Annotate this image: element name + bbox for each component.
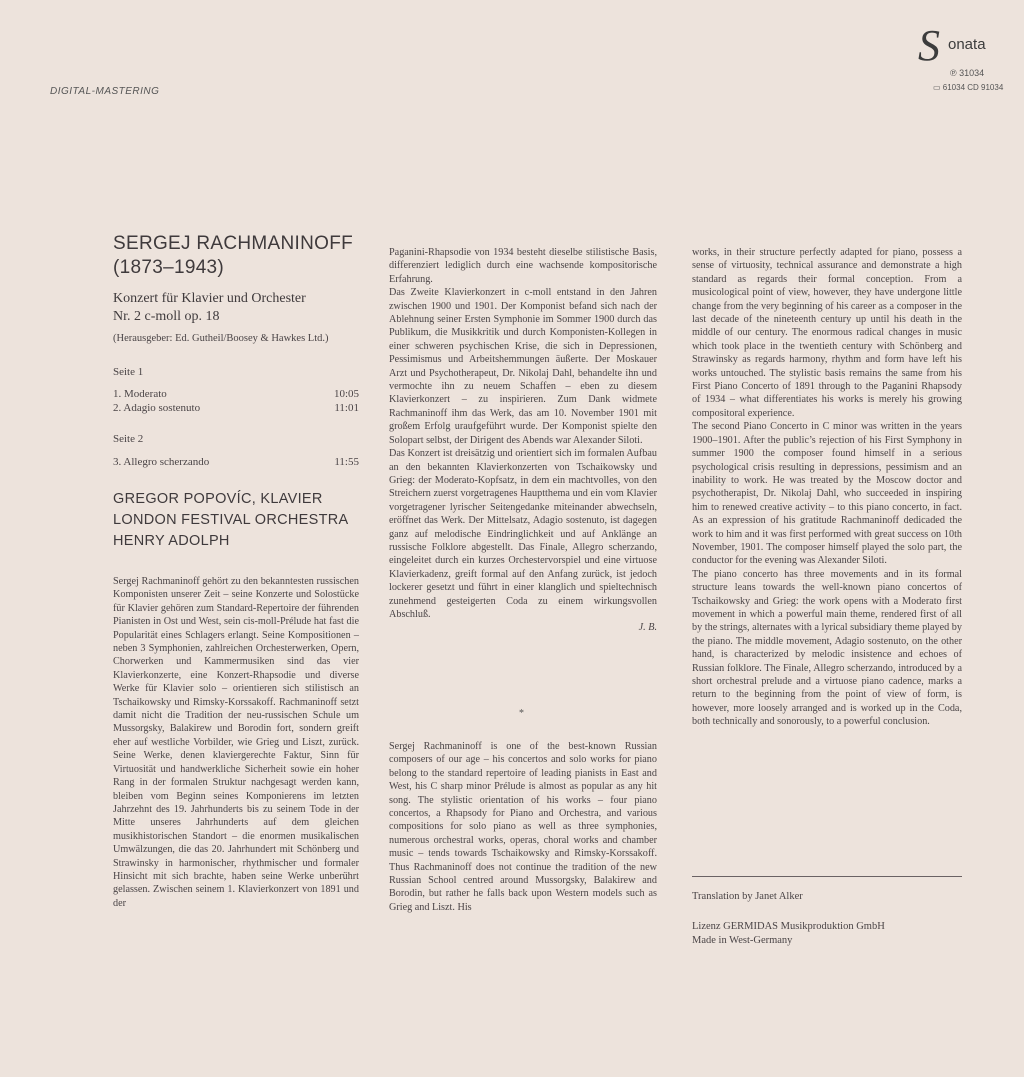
footer-divider [692, 876, 962, 877]
catalog-number: ℗ 31034 [950, 68, 985, 78]
track-row [113, 456, 359, 468]
track-title: 2. Adagio sostenuto [113, 402, 201, 414]
german-notes-col1 [113, 575, 359, 910]
work-title [113, 290, 373, 326]
german-paragraph: Das Konzert ist dreisätzig und orientiert sich im formalen Aufbau an den bekannten Klavierkonzerten von Tschaikowsky und Grieg: der Moderato-Kopfsatz, in dem ein machtvolles, von den Streichern zuerst vorgetragenes Hauptthema und ein vom Klavier vorgetragener lyrischer Seitengedanke miteinander abwechseln, eröffnet das Werk. Der Mittelsatz, Adagio sostenuto, ist dagegen ganz auf melodische Eindringlichkeit und auf Anklänge an russische Folklore abgestellt. Das Finale, Allegro scherzando, eingeleitet durch ein kurzes Orchestervorspiel und eine virtuose Klavierkadenz, greift formal auf den Anfang zurück, ist jedoch lockerer gesetzt und führt in einer klanglich und spieltechnisch zunehmend gesteigerten Coda zu einem wirkungsvollen Abschluß. [389, 448, 657, 620]
work-title-line1: Konzert für Klavier und Orchester [113, 291, 306, 306]
conductor: HENRY ADOLPH [113, 533, 230, 549]
composer-heading [113, 232, 373, 280]
german-paragraph: Das Zweite Klavierkonzert in c-moll entstand in den Jahren zwischen 1900 und 1901. Der Komponist befand sich nach der Ablehnung seiner Ersten Symphonie im Sommer 1900 durch das Publikum, die Musikkritik und durch Komponisten-Kollegen in einer schweren psychischen Krise, die sich in Depressionen, Pessimismus und Arbeitshemmungen äußerte. Der Moskauer Arzt und Psychotherapeut, Dr. Nikolaj Dahl, behandelte ihn und vermochte ihn zu neuem Schaffen – eben zu diesem Klavierkonzert – zu inspirieren. Zum Dank widmete Rachmaninoff ihm das Werk, das am 10. November 1901 mit großem Erfolg uraufgeführt wurde. Der Komponist spielte den Solopart selbst, der Dirigent des Abends war Alexander Siloti. [389, 287, 657, 446]
soloist: GREGOR POPOVÍC, KLAVIER [113, 491, 323, 507]
english-paragraph: works, in their structure perfectly adapted for piano, possess a sense of virtuosity, technical assurance and demonstrate a high standard as regards their formal conception. From a musicological point of view, however, they have undergone little change from the very beginning of his career as a composer in the last decade of the nineteenth century up until his death in the middle of our century. The enormous radical changes in music which took place in the twentieth century with Schönberg and Strawinsky as regards harmony, rhythm and form have left his works untouched. The stylistic basis remains the same from his First Piano Concerto of 1891 through to the Paganini Rhapsody of 1934 – what differentiates his works is merely his growing compositoral experience. [692, 247, 962, 419]
track-row [113, 402, 359, 414]
english-paragraph: The second Piano Concerto in C minor was written in the years 1900–1901. After the public’s rejection of his First Symphony in summer 1900 the composer found himself in a serious psychological crisis resulting in depressions, pessimism and an inability to work. He was treated by the Moscow doctor and psychotherapist, Dr. Nikolaj Dahl, who succeeded in inspiring him to renewed creative activity – to this piano concerto, in fact. As an expression of his gratitude Rachmaninoff dedicaded the work to him and it was first performed with great success on 10th November, 1901. The composer himself played the solo part, the conductor for the evening was Alexander Siloti. [692, 421, 962, 567]
composer-dates: (1873–1943) [113, 257, 225, 278]
track-duration: 10:05 [333, 388, 359, 400]
orchestra: LONDON FESTIVAL ORCHESTRA [113, 512, 349, 528]
translation-credit: Translation by Janet Alker [692, 891, 803, 902]
digital-mastering-mark: DIGITAL-MASTERING [50, 86, 160, 97]
logo-initial: S [918, 21, 940, 70]
performers-list [113, 489, 373, 552]
track-row [113, 388, 359, 400]
publisher-note: (Herausgeber: Ed. Gutheil/Boosey & Hawkes Ltd.) [113, 333, 329, 344]
track-duration: 11:01 [334, 402, 359, 414]
german-paragraph: Paganini-Rhapsodie von 1934 besteht dieselbe stilistische Basis, differenziert lediglich durch eine wachsende kompositorische Erfahrung. [389, 247, 657, 285]
english-paragraph: Sergej Rachmaninoff is one of the best-known Russian composers of our age – his concertos and solo works for piano belong to the standard repertoire of leading pianists in East and West, his C sharp minor Prélude is almost as popular as any hit song. The stylistic orientation of his works – four piano concertos, a Rhapsody for Piano and Orchestra, and various compositions for solo piano as well as three symphonies, numerous orchestral works, operas, choral works and chamber music – tends towards Tschaikowsky and Rimsky-Korssakoff. Thus Rachmaninoff does not continue the tradition of the new Russian School centred around Mussorgsky, Balakirew and Borodin, but rather he falls back upon Western models such as Grieg and Liszt. His [389, 741, 657, 913]
author-initials: J. B. [638, 622, 657, 634]
german-notes-col2 [389, 246, 657, 635]
section-separator: * [519, 708, 524, 719]
german-paragraph: Sergej Rachmaninoff gehört zu den bekanntesten russischen Komponisten unserer Zeit – seine Konzerte und Solostücke für Klavier gehören zum Standard-Repertoire der führenden Pianisten in Ost und West, sein cis-moll-Prélude hat fast die Popularität eines Schlagers erlangt. Seine Kompositionen – neben 3 Symphonien, zahlreichen Orchesterwerken, Opern, Chorwerken und Kammermusiken sind das vier Klavierkonzerte, eine Konzert-Rhapsodie und diverse Werke für Klavier solo – orientieren sich stilistisch an Tschaikowsky und Rimsky-Korssakoff. Rachmaninoff setzt damit nicht die Tradition der neu-russischen Schule um Mussorgsky, Balakirew und Borodin fort, sondern greift eher auf westliche Vorbilder, wie Grieg und Liszt, zurück. Seine Werke, denen klaviergerechte Faktur, Sinn für Virtuosität und handwerkliche Sicherheit sowie ein hoher Rang in der formalen Struktur nachgesagt werden kann, bleiben vom Beginn seines Komponierens im letzten Jahrzehnt des 19. Jahrhunderts bis zu seinem Tode in der Mitte unseres Jahrhunderts auf dem gleichen musikhistorischen Standort – die enormen musikalischen Umwälzungen, die das 20. Jahrhundert mit Schönberg und Strawinsky in harmonischer, rhythmischer und formaler Hinsicht mit sich brachte, haben seine Werke unberührt gelassen. Zwischen seinem 1. Klavierkonzert von 1891 und der [113, 576, 359, 909]
license-line: Lizenz GERMIDAS Musikproduktion GmbH [692, 921, 885, 932]
track-title: 3. Allegro scherzando [113, 456, 210, 468]
made-in-line: Made in West-Germany [692, 935, 793, 946]
work-title-line2: Nr. 2 c-moll op. 18 [113, 309, 220, 324]
media-codes: ▭ 61034 CD 91034 [933, 83, 1004, 92]
track-title: 1. Moderato [113, 388, 167, 400]
english-paragraph: The piano concerto has three movements and in its formal structure leans towards the well-known piano concertos of Tschaikowsky and Grieg: the work opens with a Moderato first movement in which a powerful main theme, rendered first of all by the strings, alternates with a lyrical subsidiary theme played by the piano. The middle movement, Adagio sostenuto, on the other hand, is characterized by melodic insistence and echoes of Russian folklore. The Finale, Allegro scherzando, introduced by a short orchestral prelude and a virtuose piano cadence, marks a return to the beginning from the point of view of form, is however, more loosely arranged and is worked up in the Coda, both technically and sonorously, to a powerful conclusion. [692, 568, 962, 728]
english-notes-col2 [389, 740, 657, 914]
composer-name: SERGEJ RACHMANINOFF [113, 233, 354, 254]
side-2-label: Seite 2 [113, 433, 144, 445]
side-1-label: Seite 1 [113, 366, 144, 378]
logo-word: onata [948, 36, 986, 53]
license-info [692, 920, 962, 948]
english-notes-col3 [692, 246, 962, 729]
track-duration: 11:55 [334, 456, 359, 468]
